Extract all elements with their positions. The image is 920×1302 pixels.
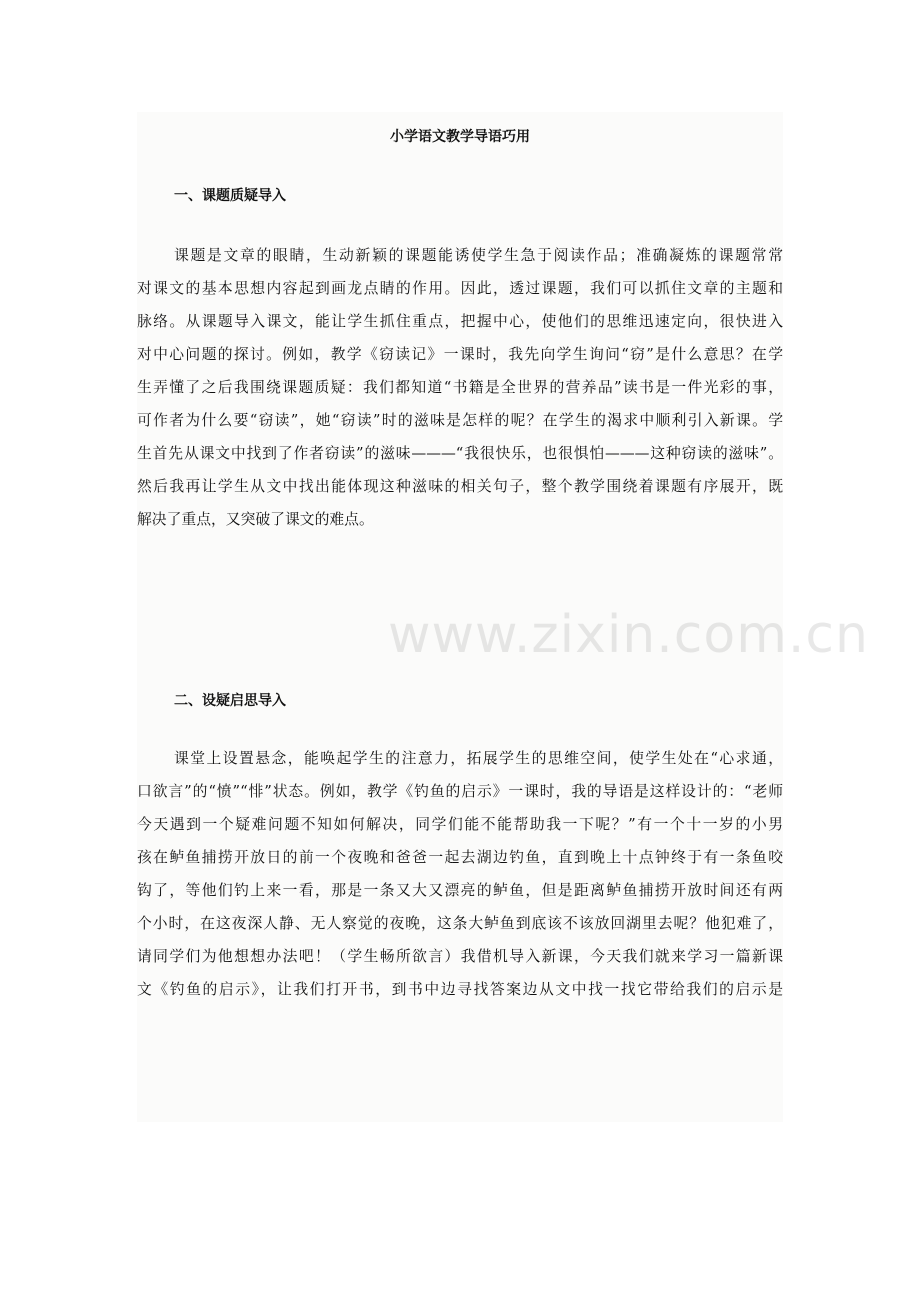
watermark-text: www.zixin.com.cn [388,605,869,665]
paragraph-line: 解决了重点，又突破了课文的难点。 [137,511,374,528]
document-page [137,112,783,1122]
paragraph-line: 请同学们为他想想办法吧！（学生畅所欲言）我借机导入新课，今天我们就来学习一篇新课 [137,948,783,965]
paragraph-line: 对中心问题的探讨。例如，教学《窃读记》一课时，我先向学生询问“窃”是什么意思？在学 [137,346,783,363]
paragraph-line: 生弄懂了之后我围绕课题质疑：我们都知道“书籍是全世界的营养品”读书是一件光彩的事， [137,379,783,396]
paragraph-line: 口欲言”的“愤”“悱”状态。例如，教学《钓鱼的启示》一课时，我的导语是这样设计的：“老师 [137,783,783,800]
paragraph-line: 对课文的基本思想内容起到画龙点睛的作用。因此，透过课题，我们可以抓住文章的主题和 [137,280,783,297]
paragraph-line: 今天遇到一个疑难问题不知如何解决，同学们能不能帮助我一下呢？”有一个十一岁的小男 [137,816,783,833]
paragraph-line: 然后我再让学生从文中找出能体现这种滋味的相关句子，整个教学围绕着课题有序展开，既 [137,478,783,495]
paragraph-line: 脉络。从课题导入课文，能让学生抓住重点，把握中心，使他们的思维迅速定向，很快进入 [137,313,783,330]
paragraph-line: 钩了，等他们钓上来一看，那是一条又大又漂亮的鲈鱼，但是距离鲈鱼捕捞开放时间还有两 [137,882,783,899]
paragraph-line: 可作者为什么要“窃读”，她“窃读”时的滋味是怎样的呢？在学生的渴求中顺利引入新课。学 [137,412,783,429]
document-title: 小学语文教学导语巧用 [390,129,530,145]
paragraph-line: 生首先从课文中找到了作者窃读”的滋味———“我很快乐，也很惧怕———这种窃读的滋味”。 [137,445,783,462]
section-2-paragraph [137,742,783,1006]
paragraph-line: 文《钓鱼的启示》，让我们打开书，到书中边寻找答案边从文中找一找它带给我们的启示是 [137,981,783,998]
section-heading-2: 二、设疑启思导入 [174,693,286,709]
paragraph-line: 课堂上设置悬念，能唤起学生的注意力，拓展学生的思维空间，使学生处在“心求通， [174,750,783,767]
section-1-paragraph [137,239,783,536]
paragraph-line: 孩在鲈鱼捕捞开放日的前一个夜晚和爸爸一起去湖边钓鱼，直到晚上十点钟终于有一条鱼咬 [137,849,783,866]
paragraph-line: 课题是文章的眼睛，生动新颖的课题能诱使学生急于阅读作品；准确凝炼的课题常常 [174,247,783,264]
section-heading-1: 一、课题质疑导入 [174,188,286,204]
paragraph-line: 个小时，在这夜深人静、无人察觉的夜晚，这条大鲈鱼到底该不该放回湖里去呢？他犯难了， [137,915,783,932]
